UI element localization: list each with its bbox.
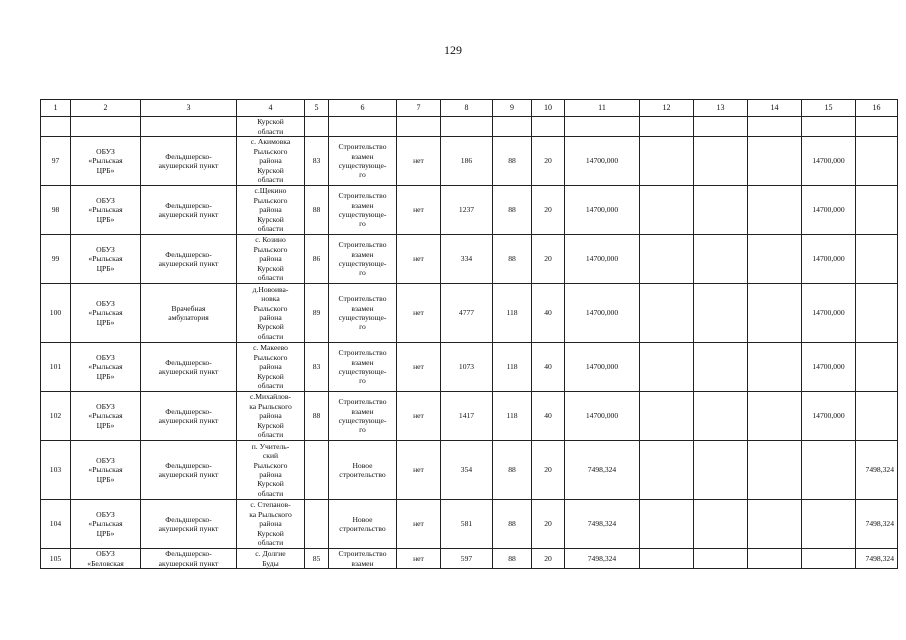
cell-work-type: Новое строительство [329, 500, 397, 549]
cell-col14 [748, 343, 802, 392]
cell-col12 [640, 186, 694, 235]
cell-col8: 334 [441, 235, 493, 284]
cell-facility-type: Фельдшерско- акушерский пункт [141, 137, 237, 186]
cell-col16 [856, 235, 898, 284]
column-header: 16 [856, 100, 898, 117]
cell-col11: 14700,000 [565, 235, 640, 284]
cell-col16 [856, 343, 898, 392]
column-header: 15 [802, 100, 856, 117]
cell-col10: 20 [532, 186, 565, 235]
table-row [41, 392, 898, 441]
cell-col13 [694, 137, 748, 186]
table-row [41, 549, 898, 569]
cell-organization: ОБУЗ «Рыльская ЦРБ» [71, 500, 141, 549]
cell-facility-type: Фельдшерско- акушерский пункт [141, 549, 237, 569]
cell-col11: 14700,000 [565, 284, 640, 343]
column-header: 10 [532, 100, 565, 117]
cell-col9: 118 [493, 343, 532, 392]
column-header: 4 [237, 100, 305, 117]
cell-col7: нет [397, 235, 441, 284]
column-header: 5 [305, 100, 329, 117]
cell-col7: нет [397, 284, 441, 343]
table-row [41, 500, 898, 549]
cell-col16 [856, 284, 898, 343]
cell-col12 [640, 392, 694, 441]
cell-col15: 14700,000 [802, 137, 856, 186]
cell-organization: ОБУЗ «Рыльская ЦРБ» [71, 343, 141, 392]
cell-col11: 14700,000 [565, 137, 640, 186]
cell-organization: ОБУЗ «Рыльская ЦРБ» [71, 284, 141, 343]
cell-locality: с. Долгие Буды [237, 549, 305, 569]
cell-col10: 40 [532, 343, 565, 392]
cell-locality: Курской области [237, 117, 305, 137]
cell-col12 [640, 549, 694, 569]
cell-col11: 7498,324 [565, 549, 640, 569]
cell-col15: 14700,000 [802, 235, 856, 284]
cell-col13 [694, 235, 748, 284]
cell-col13 [694, 343, 748, 392]
column-header: 2 [71, 100, 141, 117]
cell-col10: 20 [532, 235, 565, 284]
cell-col15: 14700,000 [802, 343, 856, 392]
cell-col16: 7498,324 [856, 441, 898, 500]
table-row [41, 235, 898, 284]
header-row [41, 100, 898, 117]
cell-col5: 88 [305, 186, 329, 235]
cell-col13 [694, 186, 748, 235]
cell-col5 [305, 500, 329, 549]
cell-number: 99 [41, 235, 71, 284]
cell-col8: 1417 [441, 392, 493, 441]
cell-col15: 14700,000 [802, 392, 856, 441]
cell-col10: 40 [532, 284, 565, 343]
column-header: 1 [41, 100, 71, 117]
cell-number: 97 [41, 137, 71, 186]
cell-number: 104 [41, 500, 71, 549]
cell-col14 [748, 235, 802, 284]
cell-col9: 88 [493, 441, 532, 500]
cell-col12 [640, 137, 694, 186]
cell-col14 [748, 392, 802, 441]
cell-work-type: Строительство взамен [329, 549, 397, 569]
cell-col13 [694, 392, 748, 441]
cell-col7: нет [397, 137, 441, 186]
cell-col16 [856, 392, 898, 441]
cell-number: 105 [41, 549, 71, 569]
cell-col15 [802, 549, 856, 569]
cell-locality: с. Степанов- ка Рыльского района Курской области [237, 500, 305, 549]
cell-col11: 7498,324 [565, 500, 640, 549]
table-row [41, 137, 898, 186]
cell-col13 [694, 441, 748, 500]
cell-col10: 20 [532, 441, 565, 500]
cell-col5: 83 [305, 137, 329, 186]
table-row [41, 284, 898, 343]
column-header: 13 [694, 100, 748, 117]
cell-col12 [640, 235, 694, 284]
column-header: 6 [329, 100, 397, 117]
cell-col10: 20 [532, 500, 565, 549]
cell-col13 [694, 284, 748, 343]
cell-number: 101 [41, 343, 71, 392]
cell-facility-type: Фельдшерско- акушерский пункт [141, 235, 237, 284]
cell-facility-type: Фельдшерско- акушерский пункт [141, 343, 237, 392]
cell-col5: 83 [305, 343, 329, 392]
table-row [41, 343, 898, 392]
table-row [41, 441, 898, 500]
cell-col9: 118 [493, 392, 532, 441]
cell-col8: 186 [441, 137, 493, 186]
cell-col9: 88 [493, 137, 532, 186]
cell-locality: с.Михайлов- ка Рыльского района Курской области [237, 392, 305, 441]
cell-col5: 88 [305, 392, 329, 441]
cell-col7: нет [397, 549, 441, 569]
cell-col15: 14700,000 [802, 186, 856, 235]
cell-work-type: Строительство взамен существующе- го [329, 284, 397, 343]
cell-organization: ОБУЗ «Рыльская ЦРБ» [71, 392, 141, 441]
cell-number: 103 [41, 441, 71, 500]
cell-work-type: Строительство взамен существующе- го [329, 235, 397, 284]
cell-col5: 86 [305, 235, 329, 284]
table-row [41, 186, 898, 235]
cell-organization: ОБУЗ «Рыльская ЦРБ» [71, 186, 141, 235]
cell-number: 102 [41, 392, 71, 441]
cell-organization: ОБУЗ «Беловская [71, 549, 141, 569]
cell-col10: 40 [532, 392, 565, 441]
cell-col12 [640, 500, 694, 549]
cell-col8: 354 [441, 441, 493, 500]
cell-col14 [748, 186, 802, 235]
cell-facility-type: Врачебная амбулатория [141, 284, 237, 343]
cell-col15 [802, 500, 856, 549]
column-header: 7 [397, 100, 441, 117]
cell-locality: д.Новоива- новка Рыльского района Курской области [237, 284, 305, 343]
cell-col11: 14700,000 [565, 343, 640, 392]
cell-col11: 7498,324 [565, 441, 640, 500]
cell-locality: с. Акимовка Рыльского района Курской области [237, 137, 305, 186]
cell-col9: 88 [493, 235, 532, 284]
cell-col5: 85 [305, 549, 329, 569]
cell-col12 [640, 284, 694, 343]
cell-col16 [856, 137, 898, 186]
table-body [41, 117, 898, 569]
cell-number: 98 [41, 186, 71, 235]
cell-col14 [748, 284, 802, 343]
cell-col7: нет [397, 343, 441, 392]
cell-organization: ОБУЗ «Рыльская ЦРБ» [71, 441, 141, 500]
cell-col8: 1073 [441, 343, 493, 392]
page-number: 129 [444, 43, 462, 57]
cell-col14 [748, 441, 802, 500]
cell-facility-type: Фельдшерско- акушерский пункт [141, 392, 237, 441]
column-header: 3 [141, 100, 237, 117]
cell-col16: 7498,324 [856, 500, 898, 549]
cell-col9: 88 [493, 500, 532, 549]
cell-col5: 89 [305, 284, 329, 343]
cell-col5 [305, 441, 329, 500]
cell-col14 [748, 137, 802, 186]
cell-col11: 14700,000 [565, 186, 640, 235]
cell-work-type: Строительство взамен существующе- го [329, 137, 397, 186]
cell-col7: нет [397, 500, 441, 549]
cell-col16 [856, 186, 898, 235]
cell-col9: 88 [493, 186, 532, 235]
cell-col7: нет [397, 441, 441, 500]
cell-organization: ОБУЗ «Рыльская ЦРБ» [71, 235, 141, 284]
cell-col10: 20 [532, 549, 565, 569]
cell-col7: нет [397, 392, 441, 441]
cell-locality: с.Щекино Рыльского района Курской области [237, 186, 305, 235]
column-header: 12 [640, 100, 694, 117]
cell-col8: 597 [441, 549, 493, 569]
cell-col9: 118 [493, 284, 532, 343]
cell-work-type: Строительство взамен существующе- го [329, 343, 397, 392]
column-header: 11 [565, 100, 640, 117]
cell-col8: 581 [441, 500, 493, 549]
cell-organization: ОБУЗ «Рыльская ЦРБ» [71, 137, 141, 186]
continuation-row [41, 117, 898, 137]
cell-col14 [748, 549, 802, 569]
cell-col12 [640, 343, 694, 392]
cell-col8: 1237 [441, 186, 493, 235]
cell-number: 100 [41, 284, 71, 343]
cell-col10: 20 [532, 137, 565, 186]
cell-locality: с. Макеево Рыльского района Курской области [237, 343, 305, 392]
column-header: 8 [441, 100, 493, 117]
cell-col15: 14700,000 [802, 284, 856, 343]
column-header: 14 [748, 100, 802, 117]
cell-col16: 7498,324 [856, 549, 898, 569]
facilities-table [40, 99, 898, 569]
cell-col8: 4777 [441, 284, 493, 343]
column-header: 9 [493, 100, 532, 117]
cell-work-type: Строительство взамен существующе- го [329, 186, 397, 235]
cell-work-type: Новое строительство [329, 441, 397, 500]
cell-col7: нет [397, 186, 441, 235]
cell-col15 [802, 441, 856, 500]
cell-work-type: Строительство взамен существующе- го [329, 392, 397, 441]
cell-col14 [748, 500, 802, 549]
cell-locality: с. Козино Рыльского района Курской области [237, 235, 305, 284]
cell-col13 [694, 500, 748, 549]
cell-facility-type: Фельдшерско- акушерский пункт [141, 500, 237, 549]
cell-col11: 14700,000 [565, 392, 640, 441]
cell-locality: п. Учитель- ский Рыльского района Курской области [237, 441, 305, 500]
cell-col12 [640, 441, 694, 500]
cell-col13 [694, 549, 748, 569]
cell-facility-type: Фельдшерско- акушерский пункт [141, 441, 237, 500]
cell-col9: 88 [493, 549, 532, 569]
cell-facility-type: Фельдшерско- акушерский пункт [141, 186, 237, 235]
